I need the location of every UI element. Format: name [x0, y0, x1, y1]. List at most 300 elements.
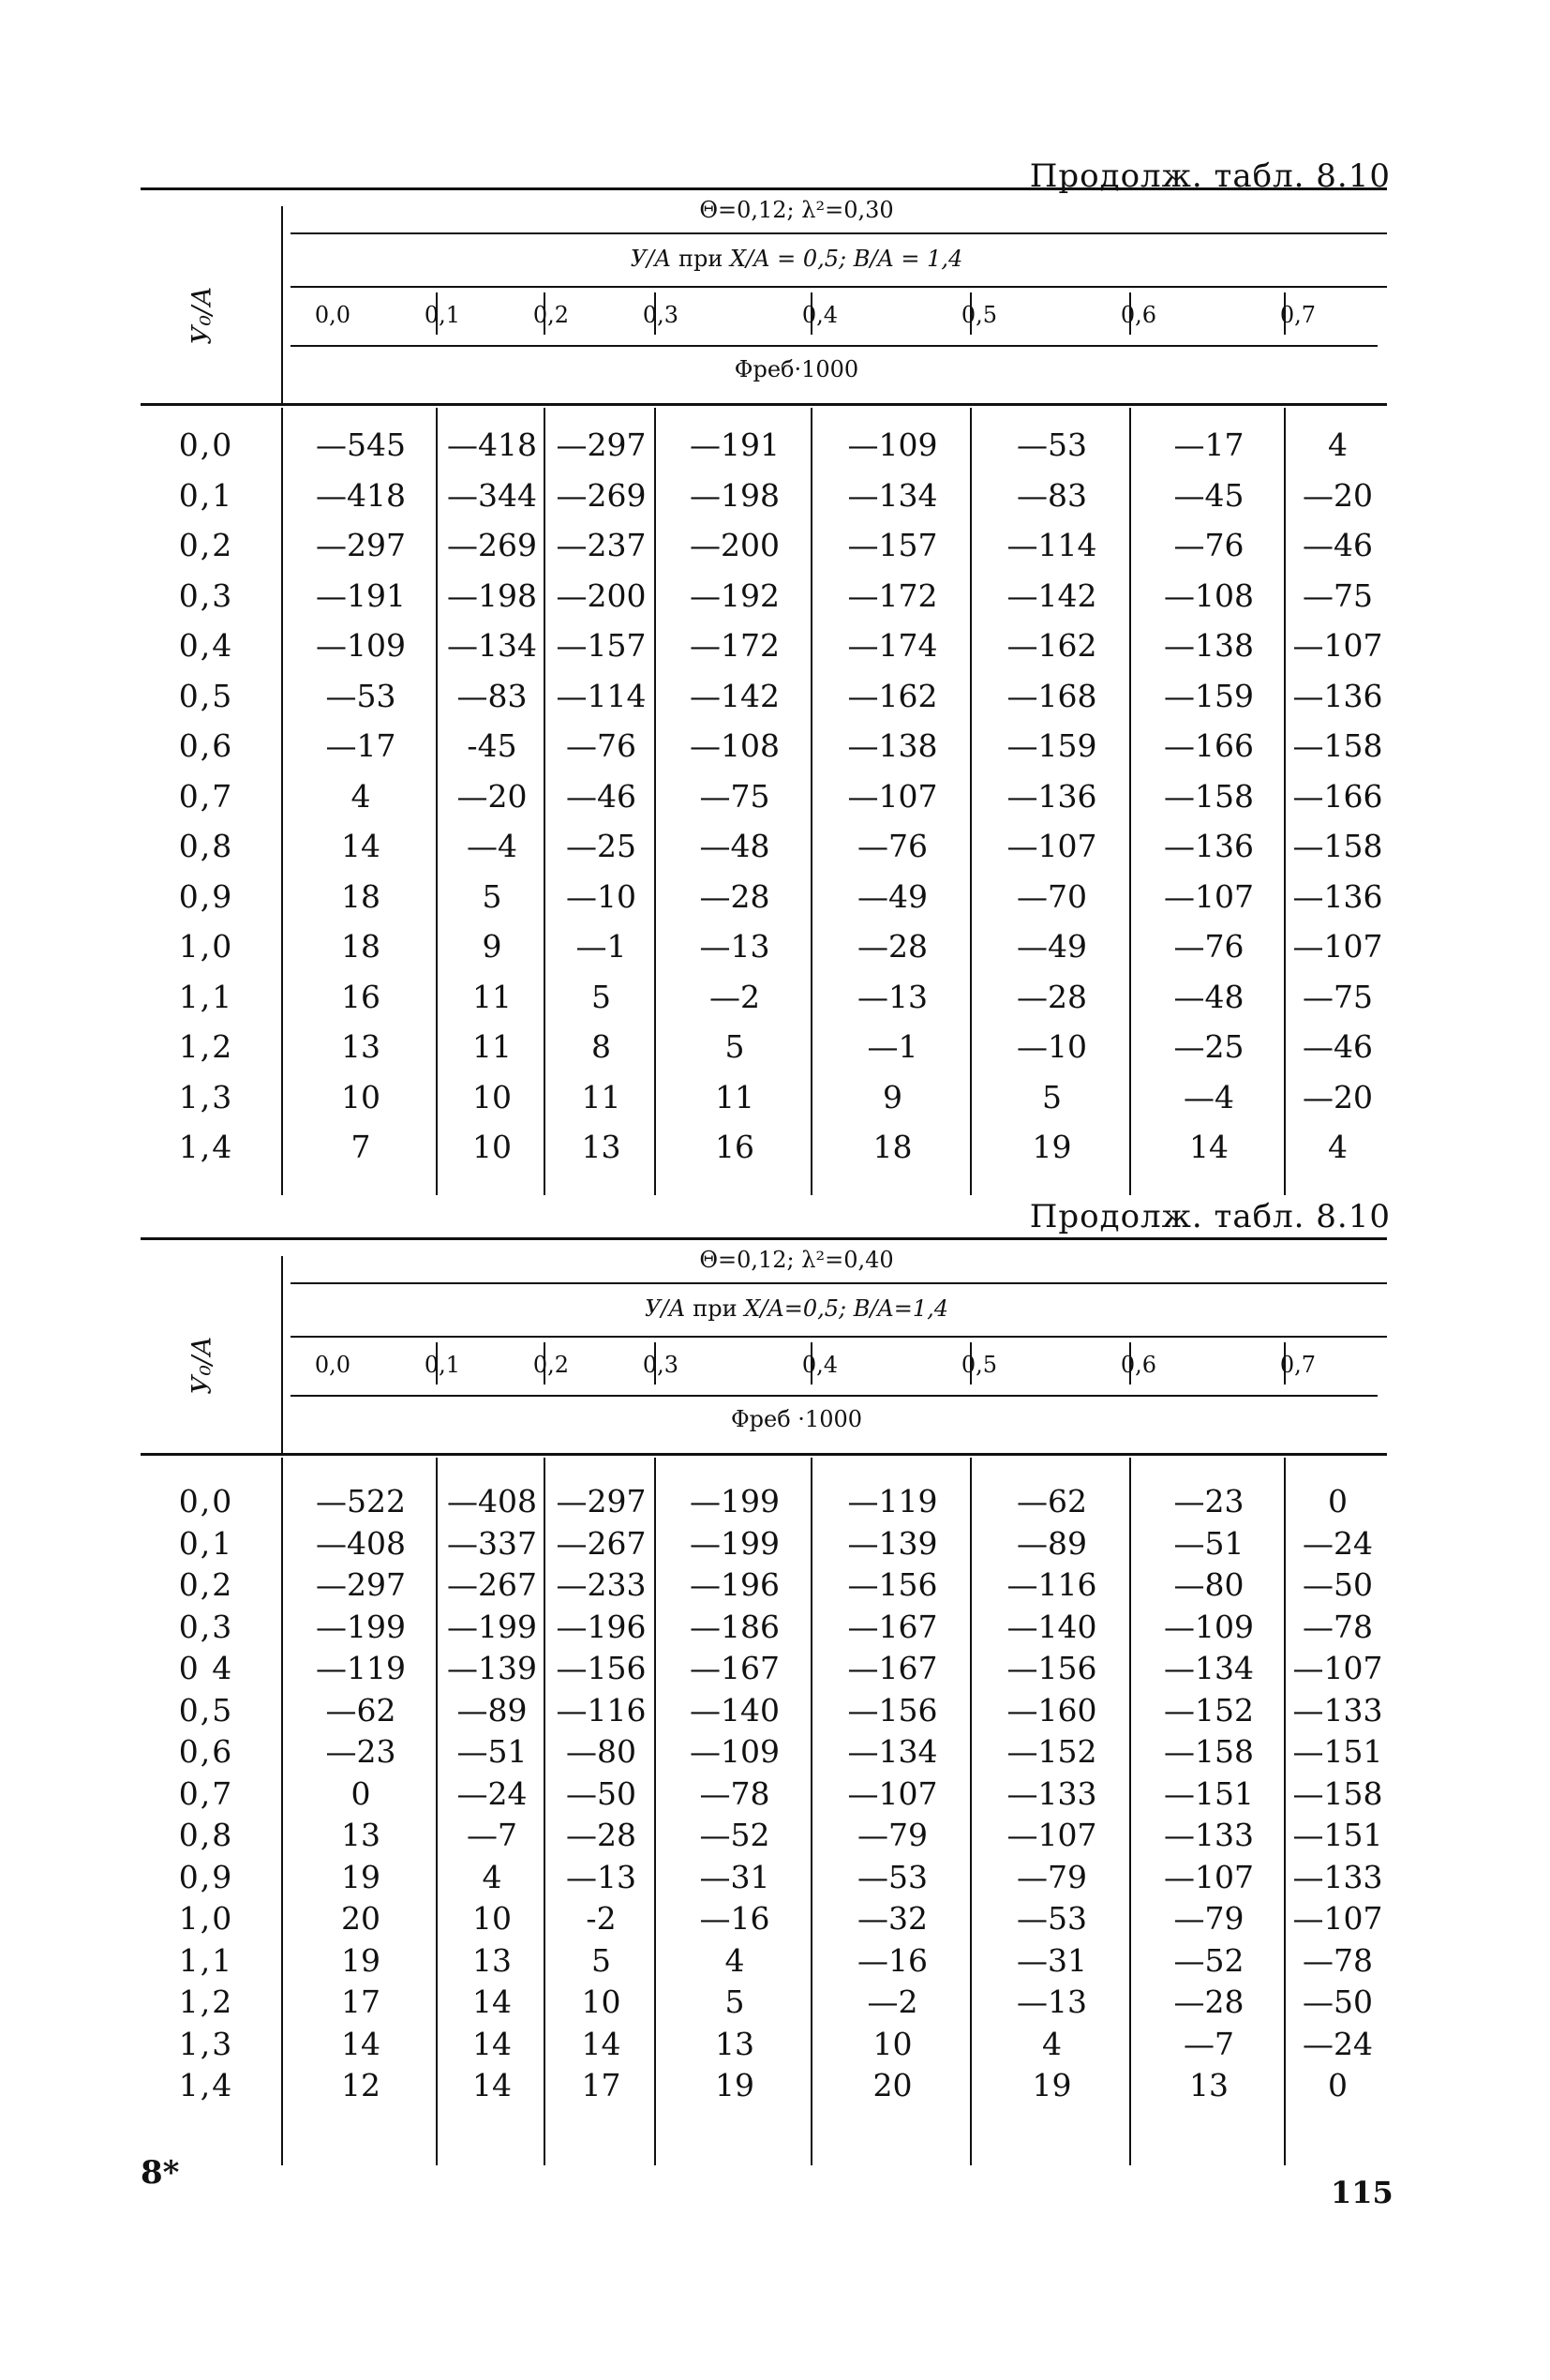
table-cell: —24 [1303, 2025, 1373, 2062]
table-cell: —51 [1173, 1524, 1244, 1562]
table-cell: —418 [447, 427, 537, 463]
table-cell: —522 [316, 1483, 406, 1519]
column-header: 0,0 [314, 302, 351, 328]
table-cell: —107 [1292, 928, 1383, 965]
table-cell: 14 [472, 2067, 512, 2103]
subtitle-variable: У/А [630, 246, 672, 272]
table-cell: —267 [447, 1566, 537, 1603]
table-cell: 5 [482, 877, 502, 915]
table-cell: —16 [857, 1941, 928, 1979]
table-cell: 0 [1328, 1483, 1348, 1519]
header-bottom-rule [141, 403, 1387, 406]
table-cell: —114 [556, 677, 647, 714]
row-label: 0,9 [178, 877, 234, 915]
column-header-divider [1129, 1342, 1131, 1385]
parameter-line: Θ=0,12; λ²=0,40 [699, 1247, 894, 1273]
row-label: 1,2 [178, 1983, 234, 2020]
column-divider [281, 408, 283, 1195]
header-rule [291, 345, 1378, 347]
table-cell: —152 [1164, 1691, 1254, 1729]
table-cell: —198 [690, 476, 780, 514]
column-header: 0,5 [961, 302, 998, 328]
table-cell: —191 [316, 576, 406, 614]
row-label: 0,6 [178, 727, 234, 764]
column-divider [1129, 1458, 1131, 2165]
table-cell: —28 [1017, 978, 1087, 1015]
table-cell: —49 [1017, 928, 1087, 965]
table-cell: —78 [1303, 1941, 1373, 1979]
table-cell: —31 [699, 1858, 770, 1895]
table-cell: —107 [1006, 828, 1097, 864]
row-label: 1,3 [178, 1078, 234, 1115]
page-number: 115 [1331, 2175, 1394, 2210]
row-label: 0,3 [178, 1608, 234, 1645]
table-cell: —297 [316, 527, 406, 563]
table-cell: 20 [872, 2067, 913, 2103]
table-cell: —133 [1292, 1858, 1383, 1895]
table-cell: —134 [847, 476, 938, 514]
table-cell: —162 [1006, 627, 1097, 664]
table-cell: —172 [847, 576, 938, 614]
column-header-divider [436, 1342, 438, 1385]
column-header-divider [544, 1342, 545, 1385]
table-cell: —23 [1173, 1483, 1244, 1519]
table-cell: —53 [857, 1858, 928, 1895]
top-rule [141, 187, 1387, 190]
table-cell: —140 [690, 1691, 780, 1729]
table-cell: —45 [1173, 476, 1244, 514]
subtitle [422, 1295, 1171, 1322]
header-rule [291, 1395, 1378, 1397]
table-cell: —62 [1017, 1483, 1087, 1519]
column-header: 0,2 [532, 1352, 570, 1378]
table-caption: Продолж. табл. 8.10 [1029, 1198, 1391, 1235]
table-cell: —408 [316, 1524, 406, 1562]
row-label: 0,9 [178, 1858, 234, 1895]
table-cell: 13 [581, 1129, 621, 1165]
table-cell: 5 [591, 1941, 611, 1979]
column-divider [1284, 1458, 1286, 2165]
table-cell: —20 [1303, 1078, 1373, 1115]
table-cell: —158 [1292, 727, 1383, 764]
table-cell: —199 [447, 1608, 537, 1645]
column-header: 0,1 [424, 302, 461, 328]
column-header: 0,6 [1120, 1352, 1157, 1378]
table-cell: —107 [1292, 1650, 1383, 1686]
table-cell: 0 [350, 1774, 371, 1812]
row-label: 0,8 [178, 828, 234, 864]
table-cell: —114 [1006, 527, 1097, 563]
table-cell: —337 [447, 1524, 537, 1562]
column-divider [281, 1458, 283, 2165]
table-cell: —196 [556, 1608, 647, 1645]
column-divider [544, 408, 545, 1195]
table-cell: —75 [699, 777, 770, 815]
header-rule [291, 1282, 1387, 1284]
table-cell: —167 [847, 1650, 938, 1686]
table-cell: —156 [847, 1691, 938, 1729]
table-cell: 16 [341, 978, 380, 1015]
table-cell: —191 [690, 427, 780, 463]
table-cell: —80 [566, 1733, 636, 1770]
table-cell: 13 [715, 2025, 754, 2062]
table-cell: 19 [1032, 2067, 1072, 2103]
table-cell: —133 [1292, 1691, 1383, 1729]
table-cell: —52 [699, 1817, 770, 1853]
table-cell: —156 [556, 1650, 647, 1686]
table-cell: —48 [1173, 978, 1244, 1015]
column-divider [436, 408, 438, 1195]
table-caption: Продолж. табл. 8.10 [1029, 157, 1391, 195]
header-rule [291, 1336, 1387, 1338]
row-label: 0,6 [178, 1733, 234, 1770]
table-cell: —89 [456, 1691, 528, 1729]
table-cell: —158 [1292, 1774, 1383, 1812]
table-cell: —109 [316, 627, 406, 664]
table-cell: —80 [1173, 1566, 1244, 1603]
table-cell: 14 [581, 2025, 621, 2062]
table-cell: 13 [341, 1028, 380, 1065]
table-cell: 11 [472, 1028, 512, 1065]
table-cell: 14 [1189, 1129, 1229, 1165]
table-cell: —269 [556, 476, 647, 514]
table-cell: —167 [690, 1650, 780, 1686]
table-cell: 13 [341, 1817, 380, 1853]
table-cell: —152 [1006, 1733, 1097, 1770]
table-cell: 14 [472, 2025, 512, 2062]
column-header-divider [654, 1342, 656, 1385]
table-cell: —13 [1017, 1983, 1087, 2020]
table-cell: —51 [456, 1733, 528, 1770]
table-cell: —24 [456, 1774, 528, 1812]
column-header: 0,4 [801, 1352, 839, 1378]
table-cell: —20 [1303, 476, 1373, 514]
table-cell: -45 [467, 727, 517, 764]
column-header: 0,2 [532, 302, 570, 328]
table-cell: —107 [1292, 627, 1383, 664]
table-cell: —17 [1173, 427, 1244, 463]
table-cell: —158 [1164, 777, 1254, 815]
table-cell: —49 [857, 877, 928, 915]
data-table [141, 1237, 1387, 2175]
table-cell: —151 [1164, 1774, 1254, 1812]
column-divider [1129, 408, 1131, 1195]
table-cell: —136 [1006, 777, 1097, 815]
table-cell: 14 [341, 828, 380, 864]
table-cell: —108 [690, 727, 780, 764]
column-header-divider [970, 1342, 972, 1385]
row-label: 1,4 [178, 2067, 234, 2103]
table-cell: —134 [1164, 1650, 1254, 1686]
table-cell: —107 [1164, 877, 1254, 915]
table-cell: —199 [690, 1524, 780, 1562]
subtitle [422, 246, 1171, 272]
table-cell: 10 [472, 1078, 512, 1115]
table-cell: 0 [1328, 2067, 1348, 2103]
subtitle-variable: У/А [644, 1295, 686, 1322]
table-cell: —157 [847, 527, 938, 563]
table-cell: 9 [883, 1078, 902, 1115]
table-cell: —408 [447, 1483, 537, 1519]
table-cell: —53 [1017, 1900, 1087, 1937]
table-cell: —109 [690, 1733, 780, 1770]
table-cell: —16 [699, 1900, 770, 1937]
table-cell: —162 [847, 677, 938, 714]
table-cell: —50 [566, 1774, 636, 1812]
table-cell: —136 [1292, 677, 1383, 714]
table-cell: —140 [1006, 1608, 1097, 1645]
table-cell: —46 [566, 777, 636, 815]
table-cell: —200 [690, 527, 780, 563]
row-label: 1,1 [178, 1941, 234, 1979]
table-cell: —13 [857, 978, 928, 1015]
table-cell: —157 [556, 627, 647, 664]
table-cell: —109 [1164, 1608, 1254, 1645]
table-cell: —76 [857, 828, 928, 864]
table-cell: 14 [472, 1983, 512, 2020]
table-cell: 16 [715, 1129, 754, 1165]
column-header: 0,1 [424, 1352, 461, 1378]
column-header: 0,0 [314, 1352, 351, 1378]
table-cell: —1 [575, 928, 627, 965]
table-cell: —107 [1164, 1858, 1254, 1895]
column-divider [970, 1458, 972, 2165]
table-cell: —174 [847, 627, 938, 664]
row-axis-label: У₀/А [186, 1336, 217, 1395]
table-cell: 10 [341, 1078, 380, 1115]
table-cell: 17 [341, 1983, 380, 2020]
table-cell: 18 [341, 877, 380, 915]
data-table [141, 187, 1387, 1205]
table-cell: —10 [566, 877, 636, 915]
table-cell: 12 [341, 2067, 380, 2103]
table-cell: —297 [316, 1566, 406, 1603]
table-cell: —134 [447, 627, 537, 664]
table-cell: 4 [350, 777, 371, 815]
table-cell: 19 [341, 1941, 380, 1979]
table-cell: —1 [867, 1028, 918, 1065]
table-cell: —418 [316, 476, 406, 514]
table-cell: —198 [447, 576, 537, 614]
table-cell: 7 [350, 1129, 371, 1165]
subtitle-condition: X/A=0,5; B/A=1,4 [744, 1295, 949, 1322]
row-label: 0,1 [178, 476, 234, 514]
table-cell: —168 [1006, 677, 1097, 714]
table-cell: —76 [1173, 527, 1244, 563]
row-label: 0,4 [178, 627, 234, 664]
row-label: 0,8 [178, 1817, 234, 1853]
table-cell: —151 [1292, 1733, 1383, 1770]
column-header-divider [1129, 292, 1131, 335]
table-cell: —116 [1006, 1566, 1097, 1603]
table-cell: 9 [482, 928, 502, 965]
table-cell: 10 [472, 1129, 512, 1165]
column-header: 0,7 [1279, 302, 1317, 328]
table-cell: —107 [1006, 1817, 1097, 1853]
table-cell: —75 [1303, 576, 1373, 614]
table-cell: —25 [1173, 1028, 1244, 1065]
column-divider [654, 408, 656, 1195]
table-cell: —267 [556, 1524, 647, 1562]
table-cell: —107 [847, 1774, 938, 1812]
row-label: 1,3 [178, 2025, 234, 2062]
table-cell: —192 [690, 576, 780, 614]
header-rule [291, 286, 1387, 288]
header-rule [291, 232, 1387, 234]
table-cell: —52 [1173, 1941, 1244, 1979]
table-cell: —158 [1292, 828, 1383, 864]
column-divider [811, 1458, 812, 2165]
table-cell: —136 [1292, 877, 1383, 915]
table-cell: —136 [1164, 828, 1254, 864]
table-cell: —83 [1017, 476, 1087, 514]
table-cell: 11 [581, 1078, 621, 1115]
table-cell: 14 [341, 2025, 380, 2062]
table-cell: —134 [847, 1733, 938, 1770]
column-divider [970, 408, 972, 1195]
table-cell: 5 [724, 1028, 745, 1065]
table-cell: 5 [724, 1983, 745, 2020]
subtitle-preposition: при [693, 1295, 738, 1322]
row-axis-label: У₀/А [186, 286, 217, 345]
table-cell: —7 [467, 1817, 517, 1853]
table-cell: —545 [316, 427, 406, 463]
table-cell: —46 [1303, 1028, 1373, 1065]
table-cell: 11 [715, 1078, 754, 1115]
table-cell: —4 [1184, 1078, 1234, 1115]
table-cell: —186 [690, 1608, 780, 1645]
table-cell: —138 [1164, 627, 1254, 664]
row-label: 0,2 [178, 527, 234, 563]
column-header: 0,7 [1279, 1352, 1317, 1378]
table-cell: 10 [581, 1983, 621, 2020]
row-label: 0,0 [178, 1483, 234, 1519]
table-cell: —108 [1164, 576, 1254, 614]
parameter-line: Θ=0,12; λ²=0,30 [699, 197, 894, 223]
table-cell: 18 [872, 1129, 913, 1165]
table-cell: —156 [847, 1566, 938, 1603]
table-cell: —269 [447, 527, 537, 563]
table-cell: —166 [1164, 727, 1254, 764]
value-label: Φреб·1000 [734, 356, 859, 382]
table-cell: —75 [1303, 978, 1373, 1015]
table-cell: 8 [591, 1028, 611, 1065]
table-cell: —133 [1006, 1774, 1097, 1812]
table-cell: —119 [847, 1483, 938, 1519]
row-label: 1,0 [178, 928, 234, 965]
table-cell: 18 [341, 928, 380, 965]
table-cell: —116 [556, 1691, 647, 1729]
table-cell: —76 [1173, 928, 1244, 965]
table-cell: —159 [1006, 727, 1097, 764]
table-cell: —344 [447, 476, 537, 514]
table-cell: —200 [556, 576, 647, 614]
table-cell: —70 [1017, 877, 1087, 915]
table-cell: —10 [1017, 1028, 1087, 1065]
subtitle-condition: X/A = 0,5; B/A = 1,4 [729, 246, 963, 272]
table-cell: —172 [690, 627, 780, 664]
table-cell: —159 [1164, 677, 1254, 714]
top-rule [141, 1237, 1387, 1240]
table-cell: —28 [1173, 1983, 1244, 2020]
table-cell: —233 [556, 1566, 647, 1603]
column-header-divider [654, 292, 656, 335]
value-label: Φреб ·1000 [730, 1406, 863, 1432]
table-cell: 20 [341, 1900, 380, 1937]
table-cell: —24 [1303, 1524, 1373, 1562]
table-cell: 10 [472, 1900, 512, 1937]
table-cell: 10 [872, 2025, 913, 2062]
table-cell: —196 [690, 1566, 780, 1603]
table-cell: —78 [699, 1774, 770, 1812]
table-cell: 17 [581, 2067, 621, 2103]
table-cell: —28 [566, 1817, 636, 1853]
table-cell: 19 [1032, 1129, 1072, 1165]
table-cell: —4 [467, 828, 517, 864]
column-header: 0,4 [801, 302, 839, 328]
table-cell: —2 [867, 1983, 918, 2020]
table-cell: —297 [556, 1483, 647, 1519]
table-cell: —297 [556, 427, 647, 463]
column-divider [436, 1458, 438, 2165]
column-header: 0,3 [642, 1352, 679, 1378]
table-cell: —166 [1292, 777, 1383, 815]
table-cell: —158 [1164, 1733, 1254, 1770]
table-cell: —48 [699, 828, 770, 864]
table-cell: —89 [1017, 1524, 1087, 1562]
column-divider [1284, 408, 1286, 1195]
table-cell: —28 [699, 877, 770, 915]
table-cell: 4 [724, 1941, 745, 1979]
table-cell: —79 [1173, 1900, 1244, 1937]
subtitle-preposition: при [678, 246, 723, 272]
row-label: 0,5 [178, 677, 234, 714]
row-label: 0,0 [178, 427, 234, 463]
table-cell: —20 [456, 777, 528, 815]
table-cell: —119 [316, 1650, 406, 1686]
column-header: 0,6 [1120, 302, 1157, 328]
row-label: 1,2 [178, 1028, 234, 1065]
column-divider [811, 408, 812, 1195]
table-cell: —32 [857, 1900, 928, 1937]
table-cell: 4 [1328, 1129, 1348, 1165]
row-label: 0,2 [178, 1566, 234, 1603]
table-cell: 4 [1328, 427, 1348, 463]
column-header-divider [1284, 1342, 1286, 1385]
table-cell: 5 [591, 978, 611, 1015]
table-cell: —237 [556, 527, 647, 563]
table-cell: —13 [566, 1858, 636, 1895]
row-label: 0 4 [178, 1650, 234, 1686]
table-cell: —31 [1017, 1941, 1087, 1979]
row-label: 0,1 [178, 1524, 234, 1562]
table-cell: —28 [857, 928, 928, 965]
row-label: 0,7 [178, 1774, 234, 1812]
header-bottom-rule [141, 1453, 1387, 1456]
table-cell: 11 [472, 978, 512, 1015]
table-cell: —199 [316, 1608, 406, 1645]
table-cell: —53 [1017, 427, 1087, 463]
column-header-divider [436, 292, 438, 335]
row-label: 1,1 [178, 978, 234, 1015]
table-cell: —107 [847, 777, 938, 815]
row-label: 0,5 [178, 1691, 234, 1729]
table-cell: 13 [1189, 2067, 1229, 2103]
column-header-divider [811, 1342, 812, 1385]
table-cell: 19 [715, 2067, 754, 2103]
table-cell: —50 [1303, 1566, 1373, 1603]
page-signature-mark: 8* [141, 2154, 180, 2192]
